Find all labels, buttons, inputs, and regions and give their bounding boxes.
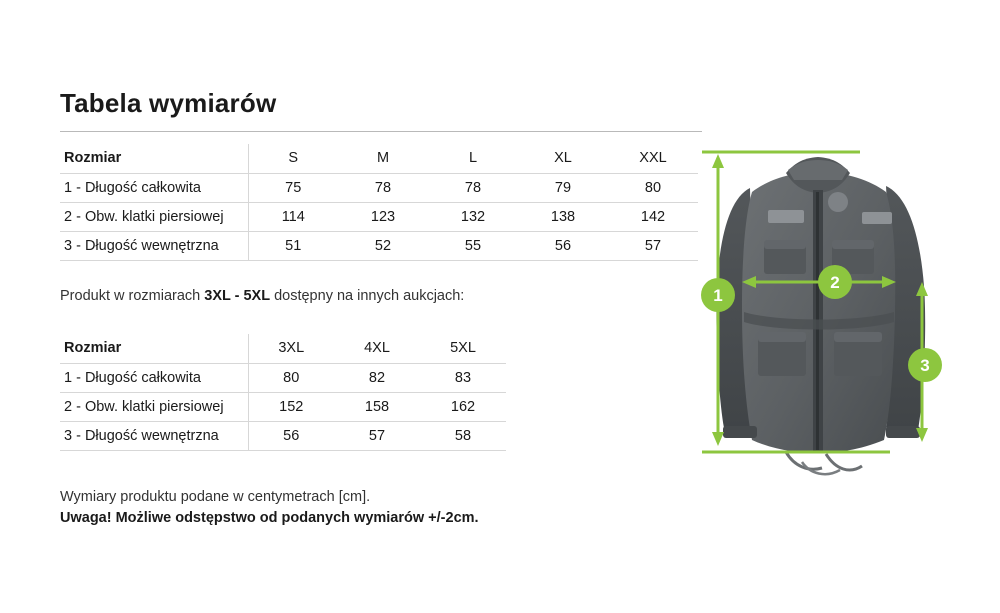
column-header-xxl: XXL: [639, 150, 667, 167]
cell-value: 57: [644, 237, 662, 254]
garment-illustration: [690, 140, 980, 480]
title-divider: [60, 131, 702, 132]
table-row: [60, 202, 698, 231]
jacket-artwork: [716, 157, 925, 474]
column-header-4xl: 4XL: [364, 340, 390, 357]
column-header-xl: XL: [554, 150, 572, 167]
column-header-m: M: [376, 150, 390, 167]
column-header-5xl: 5XL: [450, 340, 476, 357]
cell-value: 80: [644, 179, 662, 196]
table-header-row: [60, 334, 506, 363]
column-header-3xl: 3XL: [278, 340, 305, 357]
row-label: 1 - Długość całkowita: [60, 173, 248, 202]
cell-value: 132: [460, 208, 486, 225]
row-label: 3 - Długość wewnętrzna: [60, 421, 248, 450]
cell-value: 51: [285, 237, 302, 254]
table-header-row: [60, 144, 698, 173]
page-title: Tabela wymiarów: [60, 88, 277, 118]
cell-value: 152: [279, 398, 304, 415]
row-label: 2 - Obw. klatki piersiowej: [60, 392, 248, 421]
extra-sizes-note: [60, 288, 464, 304]
cell-value: 58: [454, 427, 472, 444]
cell-value: 80: [283, 369, 300, 386]
note-text-before: Produkt w rozmiarach: [60, 288, 205, 304]
cell-value: 56: [554, 237, 572, 254]
cell-value: 78: [464, 179, 482, 196]
cell-value: 78: [374, 179, 392, 196]
cell-value: 57: [368, 427, 386, 444]
size-table-main: [60, 144, 698, 261]
column-header-s: S: [288, 150, 299, 167]
column-header-l: L: [468, 150, 478, 167]
column-header-size: Rozmiar: [60, 144, 248, 173]
cell-value: 114: [281, 208, 305, 225]
row-label: 1 - Długość całkowita: [60, 363, 248, 392]
row-label: 3 - Długość wewnętrzna: [60, 231, 248, 260]
table-row: [60, 421, 506, 450]
note-text-after: dostępny na innych aukcjach:: [270, 288, 465, 304]
cell-value: 83: [454, 369, 472, 386]
table-row: [60, 173, 698, 202]
cell-value: 158: [364, 398, 390, 415]
row-label: 2 - Obw. klatki piersiowej: [60, 202, 248, 231]
cell-value: 79: [554, 179, 572, 196]
cell-value: 142: [640, 208, 666, 225]
footer-notes: [60, 487, 479, 529]
cell-value: 162: [450, 398, 476, 415]
cell-value: 52: [374, 237, 392, 254]
note-text-bold: 3XL - 5XL: [204, 288, 271, 304]
unit-note: Wymiary produktu podane w centymetrach [cm].: [60, 489, 371, 505]
cell-value: 123: [370, 208, 396, 225]
table-row: [60, 363, 506, 392]
cell-value: 82: [368, 369, 386, 386]
cell-value: 56: [283, 427, 300, 444]
jacket-diagram-svg: [690, 140, 980, 480]
measurement-badge-2: 2: [818, 265, 852, 299]
cell-value: 55: [464, 237, 482, 254]
tolerance-note: Uwaga! Możliwe odstępstwo od podanych wymiarów +/-2cm.: [60, 510, 479, 526]
cell-value: 138: [550, 208, 576, 225]
table-row: [60, 231, 698, 260]
column-header-size: Rozmiar: [60, 334, 248, 363]
measurement-badge-1: 1: [701, 278, 735, 312]
measurement-badge-3: 3: [908, 348, 942, 382]
cell-value: 75: [285, 179, 302, 196]
size-table-extra: [60, 334, 506, 451]
table-row: [60, 392, 506, 421]
